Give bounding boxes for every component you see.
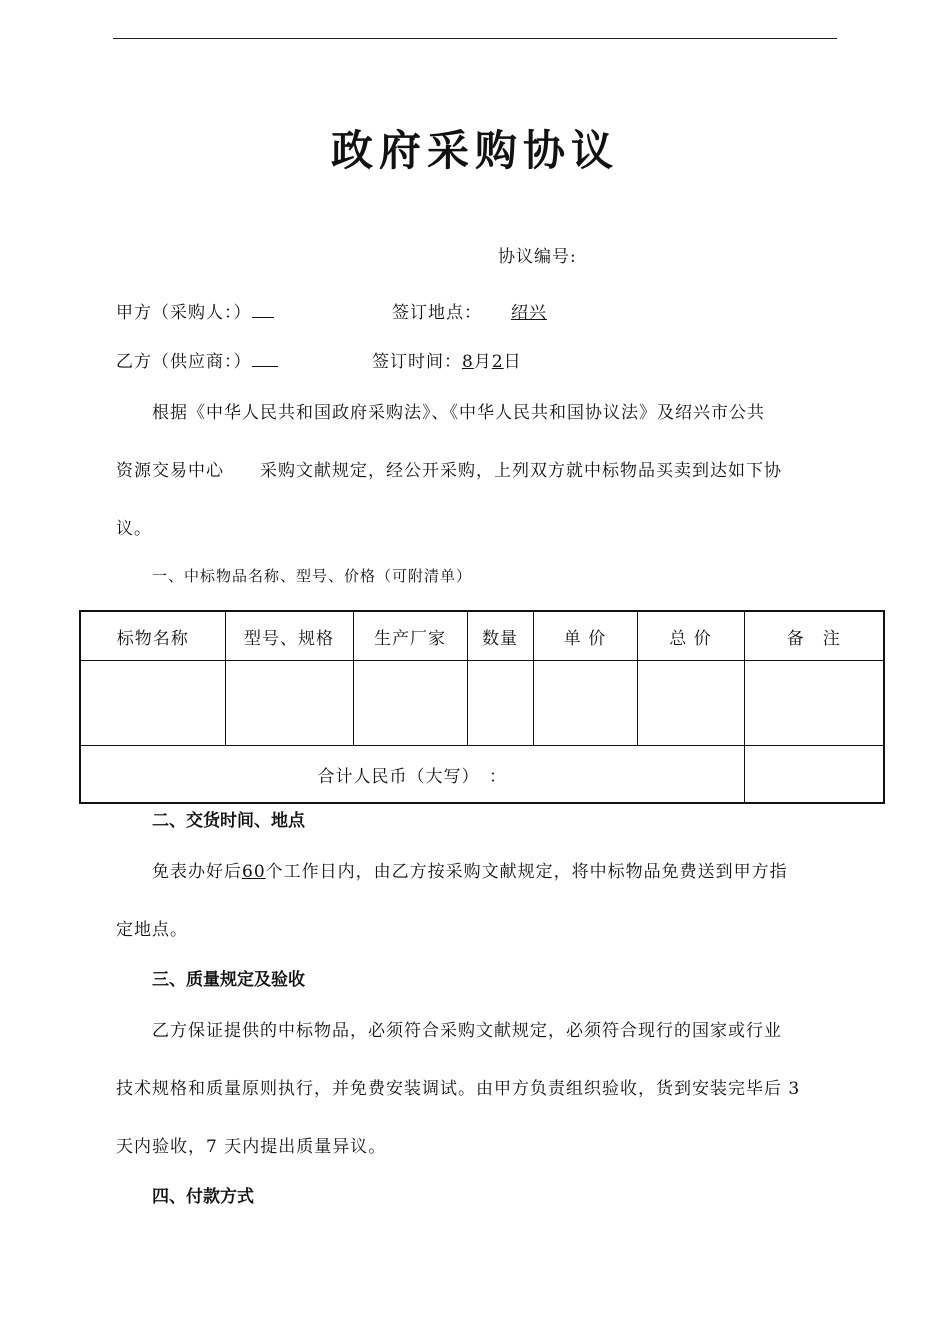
sign-time-line [372, 347, 522, 372]
party-a-line [116, 298, 274, 323]
table-cell [467, 661, 533, 746]
total-value-cell [744, 746, 884, 804]
sign-place-value: 绍兴 [511, 303, 547, 323]
table-cell [80, 661, 225, 746]
section-2-days: 60 [242, 862, 266, 882]
party-a-blank [252, 303, 274, 318]
table-row [80, 661, 884, 746]
table-total-row [80, 746, 884, 804]
section-3-line-2: 技术规格和质量原则执行，并免费安装调试。由甲方负责组织验收，货到安装完毕后 3 [116, 1079, 801, 1099]
party-b-line [116, 347, 278, 372]
sign-month: 8 [462, 352, 474, 372]
section-3-title: 三、质量规定及验收 [152, 970, 305, 990]
table-header-cell: 总 价 [637, 611, 744, 661]
table-header-cell: 单 价 [533, 611, 637, 661]
table-header-cell: 型号、规格 [225, 611, 353, 661]
table-header-cell: 生产厂家 [353, 611, 467, 661]
header-rule [113, 38, 837, 39]
sign-place-line [392, 298, 576, 323]
table-cell [637, 661, 744, 746]
table-cell [225, 661, 353, 746]
table-cell [744, 661, 884, 746]
sign-place-label: 签订地点： [392, 303, 482, 323]
party-b-label: 乙方（供应商：） [116, 352, 252, 372]
table-cell [533, 661, 637, 746]
section-2-line-1 [152, 857, 788, 882]
section-4-title: 四、付款方式 [152, 1187, 254, 1207]
table-cell [353, 661, 467, 746]
section-2-title: 二、交货时间、地点 [152, 811, 305, 831]
section-3-line-3: 天内验收，7 天内提出质量异议。 [116, 1137, 387, 1157]
document-title: 政府采购协议 [330, 126, 619, 175]
agreement-number-label: 协议编号: [498, 247, 577, 267]
table-header-cell: 标物名称 [80, 611, 225, 661]
intro-line-3: 议。 [116, 519, 152, 539]
sign-day-suffix: 日 [503, 352, 522, 372]
party-b-blank [252, 352, 278, 367]
table-header-cell: 备 注 [744, 611, 884, 661]
section-3-line-1: 乙方保证提供的中标物品，必须符合采购文献规定，必须符合现行的国家或行业 [152, 1021, 782, 1041]
total-label: 合计人民币（大写） ： [80, 746, 744, 804]
sign-day: 2 [491, 352, 504, 372]
section-2-line-2: 定地点。 [116, 920, 188, 940]
intro-line-1: 根据《中华人民共和国政府采购法》、《中华人民共和国协议法》及绍兴市公共 [152, 403, 765, 423]
section-2-prefix: 免表办好后 [152, 862, 242, 882]
sign-time-label: 签订时间： [372, 352, 462, 372]
table-header-row [80, 611, 884, 661]
intro-line-2: 资源交易中心 采购文献规定，经公开采购，上列双方就中标物品买卖到达如下协 [116, 461, 782, 481]
sign-month-suffix: 月 [473, 352, 492, 372]
items-table [79, 610, 885, 804]
section-1-title: 一、中标物品名称、型号、价格（可附清单） [152, 567, 473, 585]
party-a-label: 甲方（采购人：） [116, 303, 252, 323]
table-header-cell: 数量 [467, 611, 533, 661]
section-2-suffix: 个工作日内，由乙方按采购文献规定，将中标物品免费送到甲方指 [265, 862, 788, 882]
